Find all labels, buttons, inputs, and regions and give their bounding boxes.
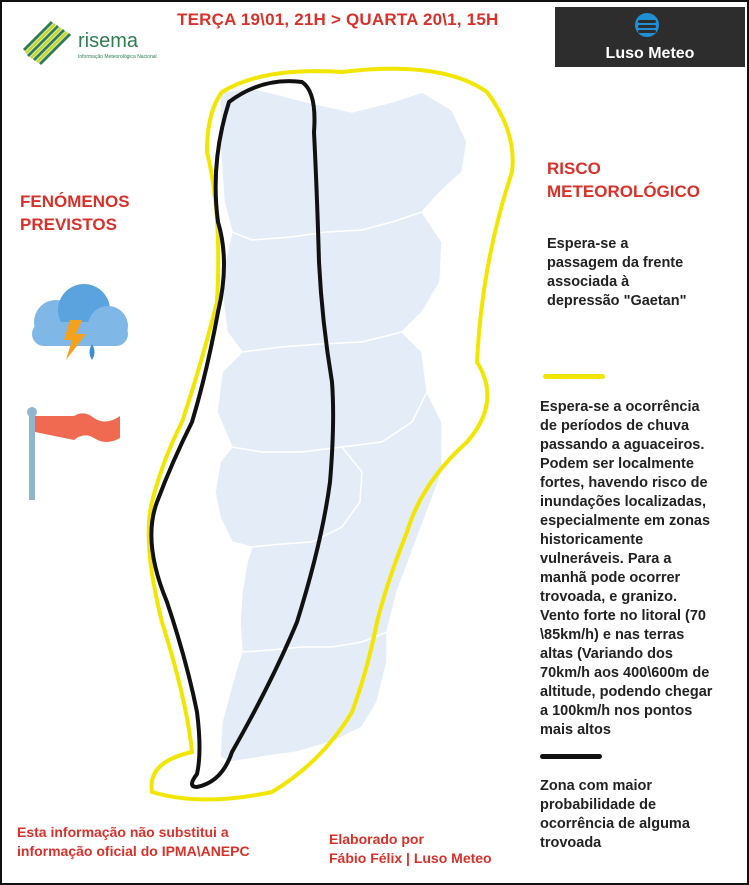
risema-logo-mark-icon bbox=[12, 10, 82, 70]
yellow-zone-line: Espera-se a ocorrência bbox=[540, 399, 700, 415]
risk-heading-line2: METEOROLÓGICO bbox=[547, 182, 700, 201]
phenomena-heading-line2: PREVISTOS bbox=[20, 215, 117, 234]
risema-logo-tagline: Informação Meteorológica Nacional bbox=[78, 54, 157, 60]
risk-heading bbox=[547, 157, 700, 203]
yellow-zone-line: historicamente bbox=[540, 532, 644, 548]
globe-icon bbox=[635, 13, 659, 37]
author-credit-line2: Fábio Félix | Luso Meteo bbox=[329, 850, 492, 866]
yellow-zone-line: a 100km/h nos pontos bbox=[540, 703, 693, 719]
map-regions bbox=[215, 88, 467, 762]
yellow-zone-line: fortes, havendo risco de bbox=[540, 475, 708, 491]
phenomena-heading-line1: FENÓMENOS bbox=[20, 192, 130, 211]
yellow-zone-description bbox=[540, 398, 712, 740]
author-credit-line1: Elaborado por bbox=[329, 831, 424, 847]
phenomena-heading bbox=[20, 190, 130, 236]
yellow-zone-line: \85km/h) e nas terras bbox=[540, 627, 685, 643]
risk-summary-line: depressão "Gaetan" bbox=[547, 293, 687, 309]
map-region-algarve bbox=[220, 632, 387, 762]
black-zone-legend-swatch bbox=[540, 754, 602, 759]
portugal-map bbox=[122, 62, 532, 802]
luso-meteo-logo-name: Luso Meteo bbox=[605, 45, 695, 62]
yellow-zone-legend-swatch bbox=[543, 374, 605, 379]
black-zone-line: trovoada bbox=[540, 835, 602, 851]
risk-summary-line: associada à bbox=[547, 274, 630, 290]
yellow-zone-line: vulneráveis. Para a bbox=[540, 551, 672, 567]
storm-cloud-icon bbox=[22, 282, 134, 366]
yellow-zone-line: mais altos bbox=[540, 722, 611, 738]
yellow-zone-line: manhã pode ocorrer bbox=[540, 570, 681, 586]
map-region-north bbox=[220, 88, 467, 240]
yellow-zone-line: inundações localizadas, bbox=[540, 494, 706, 510]
disclaimer-line1: Esta informação não substitui a bbox=[17, 824, 229, 840]
luso-meteo-logo bbox=[555, 7, 745, 67]
yellow-zone-line: Vento forte no litoral (70 bbox=[540, 608, 706, 624]
yellow-zone-line: passando a aguaceiros. bbox=[540, 437, 705, 453]
risema-logo-name: risema bbox=[78, 30, 139, 52]
yellow-zone-line: Podem ser localmente bbox=[540, 456, 694, 472]
yellow-zone-line: de períodos de chuva bbox=[540, 418, 690, 434]
risk-summary-line: passagem da frente bbox=[547, 255, 684, 271]
yellow-zone-line: altitude, podendo chegar bbox=[540, 684, 713, 700]
risk-summary-line: Espera-se a bbox=[547, 236, 629, 252]
disclaimer bbox=[17, 823, 250, 861]
black-zone-description bbox=[540, 777, 690, 853]
black-zone-line: Zona com maior bbox=[540, 778, 652, 794]
risk-summary bbox=[547, 235, 686, 311]
black-zone-line: probabilidade de bbox=[540, 797, 657, 813]
yellow-zone-line: 70km/h aos 400\600m de bbox=[540, 665, 710, 681]
risk-heading-line1: RISCO bbox=[547, 159, 601, 178]
wind-flag-icon bbox=[22, 404, 126, 502]
forecast-period-title: TERÇA 19\01, 21H > QUARTA 20\1, 15H bbox=[177, 10, 499, 29]
disclaimer-line2: informação oficial do IPMA\ANEPC bbox=[17, 843, 250, 859]
yellow-zone-line: trovoada, e granizo. bbox=[540, 589, 677, 605]
black-zone-line: ocorrência de alguma bbox=[540, 816, 690, 832]
yellow-zone-line: altas (Variando dos bbox=[540, 646, 673, 662]
yellow-zone-line: especialmente em zonas bbox=[540, 513, 711, 529]
author-credit bbox=[329, 830, 492, 868]
